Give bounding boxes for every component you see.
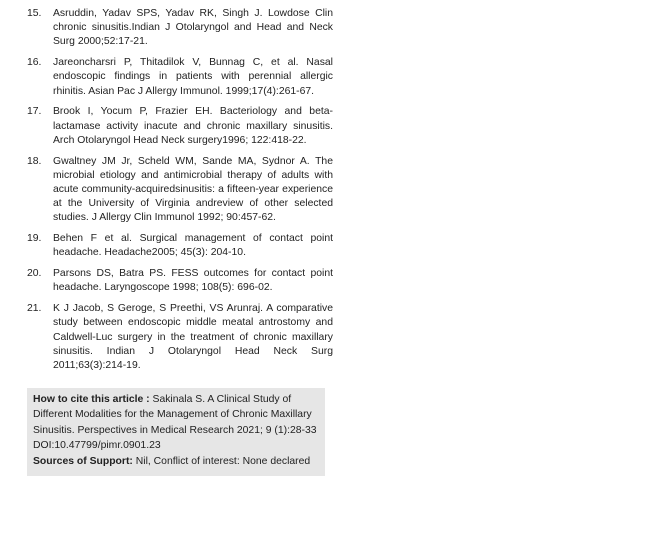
reference-item <box>27 56 333 99</box>
reference-list <box>27 7 333 380</box>
reference-text: Jareoncharsri P, Thitadilok V, Bunnag C, et al. Nasal endoscopic findings in patients with perennial allergic rhinitis. Asian Pac J Allergy Immunol. 1999;17(4):261-67. <box>53 57 333 97</box>
reference-item <box>27 267 333 295</box>
citation-box <box>27 388 325 476</box>
reference-number: 15. <box>27 8 42 19</box>
reference-number: 17. <box>27 106 42 118</box>
reference-item <box>27 232 333 260</box>
reference-number: 20. <box>27 268 42 280</box>
support-text <box>33 454 320 469</box>
support-body: Nil, Conflict of interest: None declared <box>132 455 311 467</box>
reference-text: Gwaltney JM Jr, Scheld WM, Sande MA, Sydnor A. The microbial etiology and antimicrobial therapy of adults with acute community-acquiredsinusitis: a fifteen-year experience at the University of Virginia andreview of other selected studies. J Allergy Clin Immunol 1992; 90:457-62. <box>53 155 333 224</box>
reference-text: Brook I, Yocum P, Frazier EH. Bacteriology and beta-lactamase activity inacute and chronic maxillary sinusitis. Arch Otolaryngol Head Neck surgery1996; 122:418-22. <box>53 106 333 146</box>
reference-number: 16. <box>27 57 42 69</box>
reference-number: 21. <box>27 303 42 315</box>
reference-number: 19. <box>27 233 42 245</box>
reference-text: Asruddin, Yadav SPS, Yadav RK, Singh J. Lowdose Clin chronic sinusitis.Indian J Otolaryngol and Head and Neck Surg 2000;52:17-21. <box>53 8 333 48</box>
citation-text <box>33 392 320 438</box>
reference-item <box>27 155 333 226</box>
reference-text: Behen F et al. Surgical management of contact point headache. Headache2005; 45(3): 204-10. <box>53 233 333 259</box>
reference-text: K J Jacob, S Geroge, S Preethi, VS Arunraj. A comparative study between endoscopic middle meatal antrostomy and Caldwell-Luc surgery in the treatment of chronic maxillary sinusitis. Indian J Otolaryngol Head Neck Surg 2011;63(3):214-19. <box>53 303 333 372</box>
reference-number: 18. <box>27 155 42 167</box>
support-label: Sources of Support: <box>33 455 133 467</box>
reference-item <box>27 302 333 373</box>
citation-label: How to cite this article : <box>33 394 150 405</box>
citation-body: Sakinala S. A Clinical Study of Different Modalities for the Management of Chronic Maxillary Sinusitis. Perspectives in Medical Research 2021; 9 (1):28-33 <box>33 394 317 436</box>
reference-text: Parsons DS, Batra PS. FESS outcomes for contact point headache. Laryngoscope 1998; 108(5): 696-02. <box>53 268 333 294</box>
citation-doi: DOI:10.47799/pimr.0901.23 <box>33 440 161 452</box>
reference-item <box>27 105 333 148</box>
reference-item <box>27 7 333 50</box>
